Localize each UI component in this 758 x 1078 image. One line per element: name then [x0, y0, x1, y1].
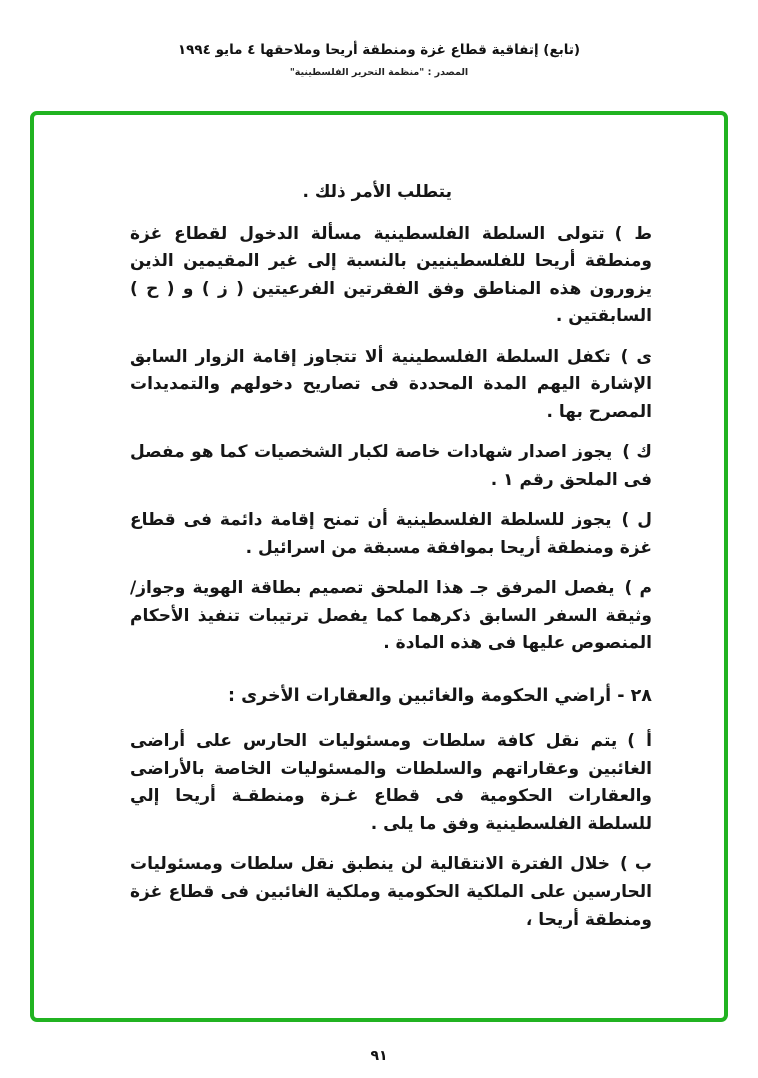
- list-item: [130, 439, 652, 494]
- header-title: (تابع) إتفاقية قطاع غزة ومنطقة أريحا وملاحقها ٤ مايو ١٩٩٤: [177, 42, 581, 58]
- item-marker: ط ): [614, 223, 652, 244]
- paragraph-continuation: يتطلب الأمر ذلك .: [302, 182, 452, 202]
- item-text: تتولى السلطة الفلسطينية مسألة الدخول لقطاع غزة ومنطقة أريحا للفلسطينيين بالنسبة إلى غير المقيمين الذين يزورون هذه المناطق وفق الفقرتين الفرعيتين ( ز ) و ( ح ) السابقتين .: [130, 223, 652, 327]
- list-item: [130, 507, 652, 562]
- item-text: يجوز للسلطة الفلسطينية أن تمنح إقامة دائمة فى قطاع غزة ومنطقة أريحا بموافقة مسبقة من اسرائيل .: [130, 510, 652, 558]
- item-marker: ب ): [620, 854, 652, 875]
- list-item: [130, 851, 652, 934]
- list-item: [130, 728, 652, 838]
- item-text: يتم نقل كافة سلطات ومسئوليات الحارس على أراضى الغائبين وعقاراتهم والسلطات والمسئوليات الخاصة بالأراضى والعقارات الحكومية فى قطاع غـزة ومنطقـة أريحا إلي للسلطة الفلسطينية وفق ما يلى .: [130, 731, 652, 834]
- item-marker: م ): [624, 578, 652, 599]
- item-text: خلال الفترة الانتقالية لن ينطبق نقل سلطات ومسئوليات الحارسين على الملكية الحكومية وملكية الغائبين فى قطاع غزة ومنطقة أريحا ،: [130, 854, 652, 930]
- item-marker: ك ): [622, 442, 652, 463]
- list-item: [130, 344, 652, 427]
- item-text: يفصل المرفق جـ هذا الملحق تصميم بطاقة الهوية وجواز/ وثيقة السفر السابق ذكرهما كما يفصل ترتيبات تنفيذ الأحكام المنصوص عليها فى هذه المادة .: [130, 578, 652, 654]
- page-header: [0, 42, 758, 78]
- list-item: [130, 575, 652, 658]
- page-number: ٩١: [370, 1048, 388, 1064]
- item-marker: ل ): [621, 510, 652, 531]
- item-marker: ى ): [620, 346, 652, 367]
- item-text: تكفل السلطة الفلسطينية ألا تتجاوز إقامة الزوار السابق الإشارة اليهم المدة المحددة فى تصاريح دخولهم والتمديدات المصرح بها .: [130, 346, 652, 422]
- section-heading: ٢٨ - أراضي الحكومة والغائبين والعقارات الأخرى :: [228, 685, 652, 706]
- document-content: [34, 115, 724, 934]
- header-source: المصدر : "منظمة التحرير الفلسطينية": [289, 67, 469, 78]
- document-border-box: [30, 111, 728, 1022]
- item-text: يجوز اصدار شهادات خاصة لكبار الشخصيات كما هو مفصل فى الملحق رقم ١ .: [130, 442, 652, 490]
- list-item: [130, 221, 652, 331]
- item-marker: أ ): [627, 731, 653, 752]
